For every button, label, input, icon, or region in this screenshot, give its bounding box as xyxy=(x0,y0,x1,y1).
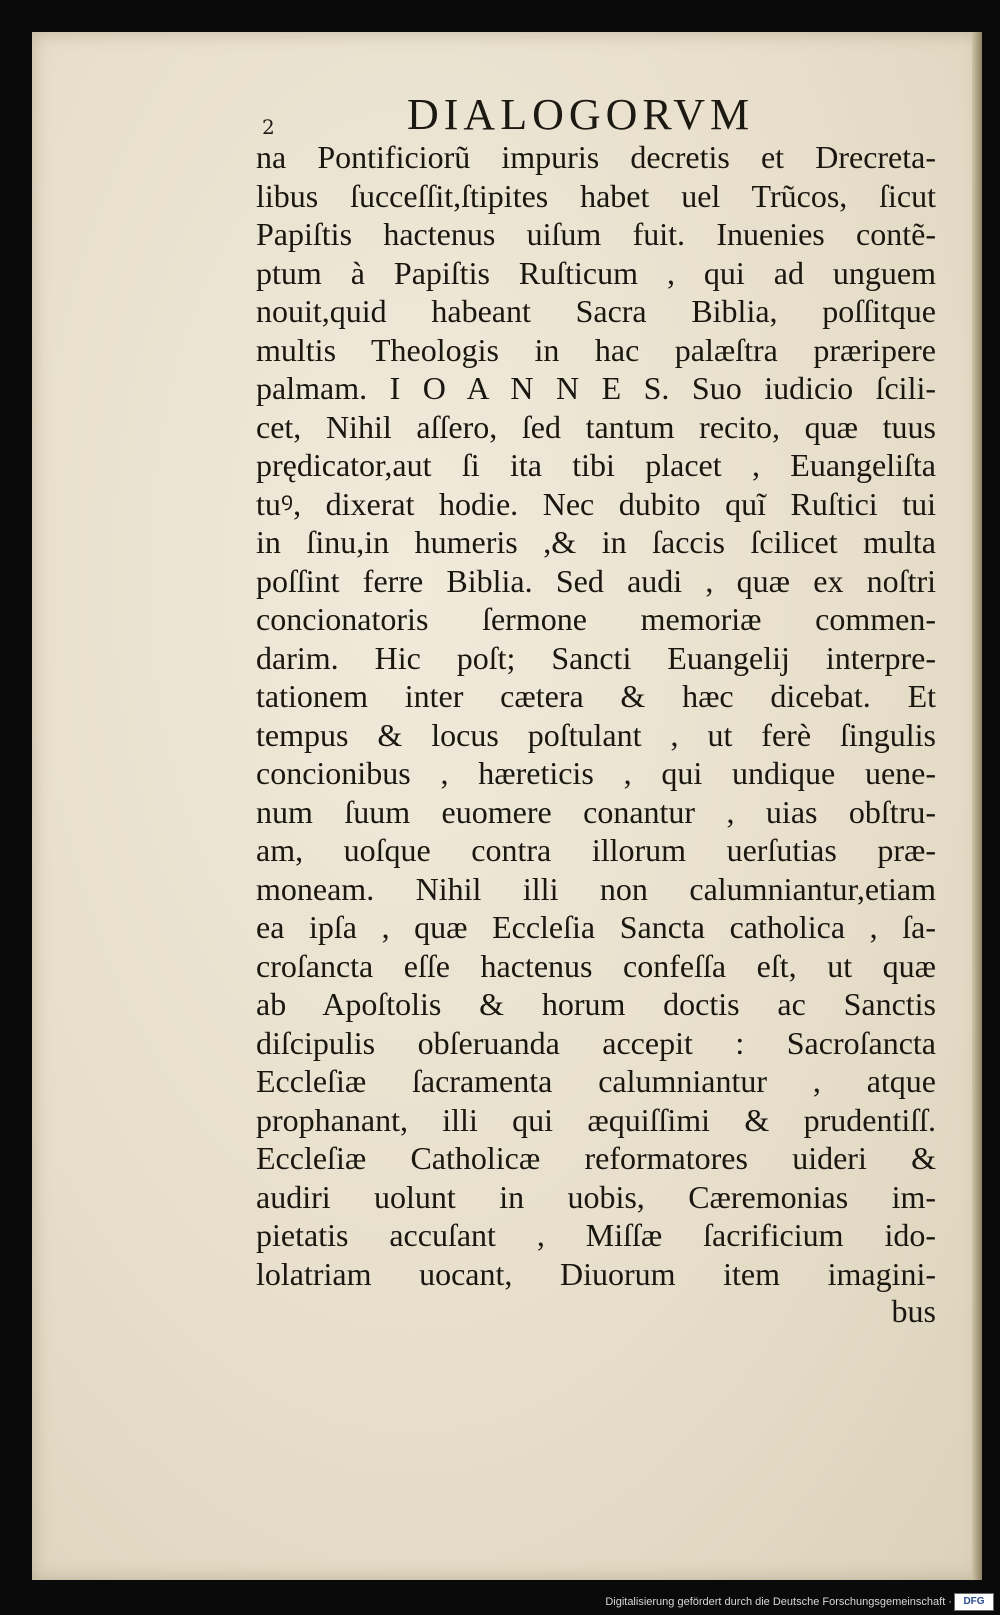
text-line: tationem inter cætera & hæc dicebat. Et xyxy=(256,678,936,714)
text-line: ea ipſa , quæ Eccleſia Sancta catholica , ſa- xyxy=(256,909,936,945)
catchword: bus xyxy=(891,1293,936,1329)
catchword-row xyxy=(256,1293,936,1333)
book-page xyxy=(32,32,982,1580)
text-line: num ſuum euomere conantur , uias obſtru- xyxy=(256,793,936,830)
text-line: audiri uolunt in uobis, Cæremonias im- xyxy=(256,1178,936,1215)
text-line: tuꝰ, dixerat hodie. Nec dubito quĩ Ruſtici tui xyxy=(256,485,936,522)
text-line: darim. Hic poſt; Sancti Euangelij interpre- xyxy=(256,639,936,676)
text-line: concionibus , hæreticis , qui undique uene- xyxy=(256,755,936,791)
text-line: prophanant, illi qui æquiſſimi & prudentiſſ. xyxy=(256,1101,936,1138)
body-text xyxy=(256,138,936,1293)
text-line: prędicator,aut ſi ita tibi placet , Euangeliſta xyxy=(256,447,936,483)
text-line: na Pontificiorũ impuris decretis et Drecreta- xyxy=(256,139,936,175)
page-header xyxy=(32,89,982,145)
text-line: libus ſucceſſit,ſtipites habet uel Trũcos, ſicut xyxy=(256,177,936,214)
digitization-credit: Digitalisierung gefördert durch die Deutsche Forschungsgemeinschaft · xyxy=(605,1596,952,1608)
text-line: in ſinu,in humeris ,& in ſaccis ſcilicet multa xyxy=(256,524,936,560)
text-line: concionatoris ſermone memoriæ commen- xyxy=(256,601,936,637)
text-line: tempus & locus poſtulant , ut ferè ſingulis xyxy=(256,716,936,753)
page-edge xyxy=(972,32,982,1580)
text-line: multis Theologis in hac palæſtra præripere xyxy=(256,331,936,368)
text-line: diſcipulis obſeruanda accepit : Sacroſancta xyxy=(256,1024,936,1061)
text-line: nouit,quid habeant Sacra Biblia, poſſitque xyxy=(256,293,936,329)
text-line: poſſint ferre Biblia. Sed audi , quæ ex noſtri xyxy=(256,562,936,599)
page-number: 2 xyxy=(262,115,275,139)
text-line: cet, Nihil aſſero, ſed tantum recito, quæ tuus xyxy=(256,408,936,445)
text-line: Eccleſiæ Catholicæ reformatores uideri & xyxy=(256,1140,936,1176)
running-title: DIALOGORVM xyxy=(407,90,755,139)
text-line: ptum à Papiſtis Ruſticum , qui ad unguem xyxy=(256,254,936,291)
text-line: croſancta eſſe hactenus confeſſa eſt, ut quæ xyxy=(256,947,936,984)
dfg-logo: DFG xyxy=(954,1593,994,1611)
text-line: Papiſtis hactenus uiſum fuit. Inuenies contẽ- xyxy=(256,216,936,252)
text-line: ab Apoſtolis & horum doctis ac Sanctis xyxy=(256,986,936,1022)
text-line: pietatis accuſant , Miſſæ ſacrificium ido- xyxy=(256,1217,936,1253)
text-line: am, uoſque contra illorum uerſutias præ- xyxy=(256,832,936,868)
text-line: Eccleſiæ ſacramenta calumniantur , atque xyxy=(256,1063,936,1099)
text-line: palmam. I O A N N E S. Suo iudicio ſcili- xyxy=(256,370,936,406)
text-line: lolatriam uocant, Diuorum item imagini- xyxy=(256,1255,936,1292)
text-line: moneam. Nihil illi non calumniantur,etiam xyxy=(256,870,936,907)
